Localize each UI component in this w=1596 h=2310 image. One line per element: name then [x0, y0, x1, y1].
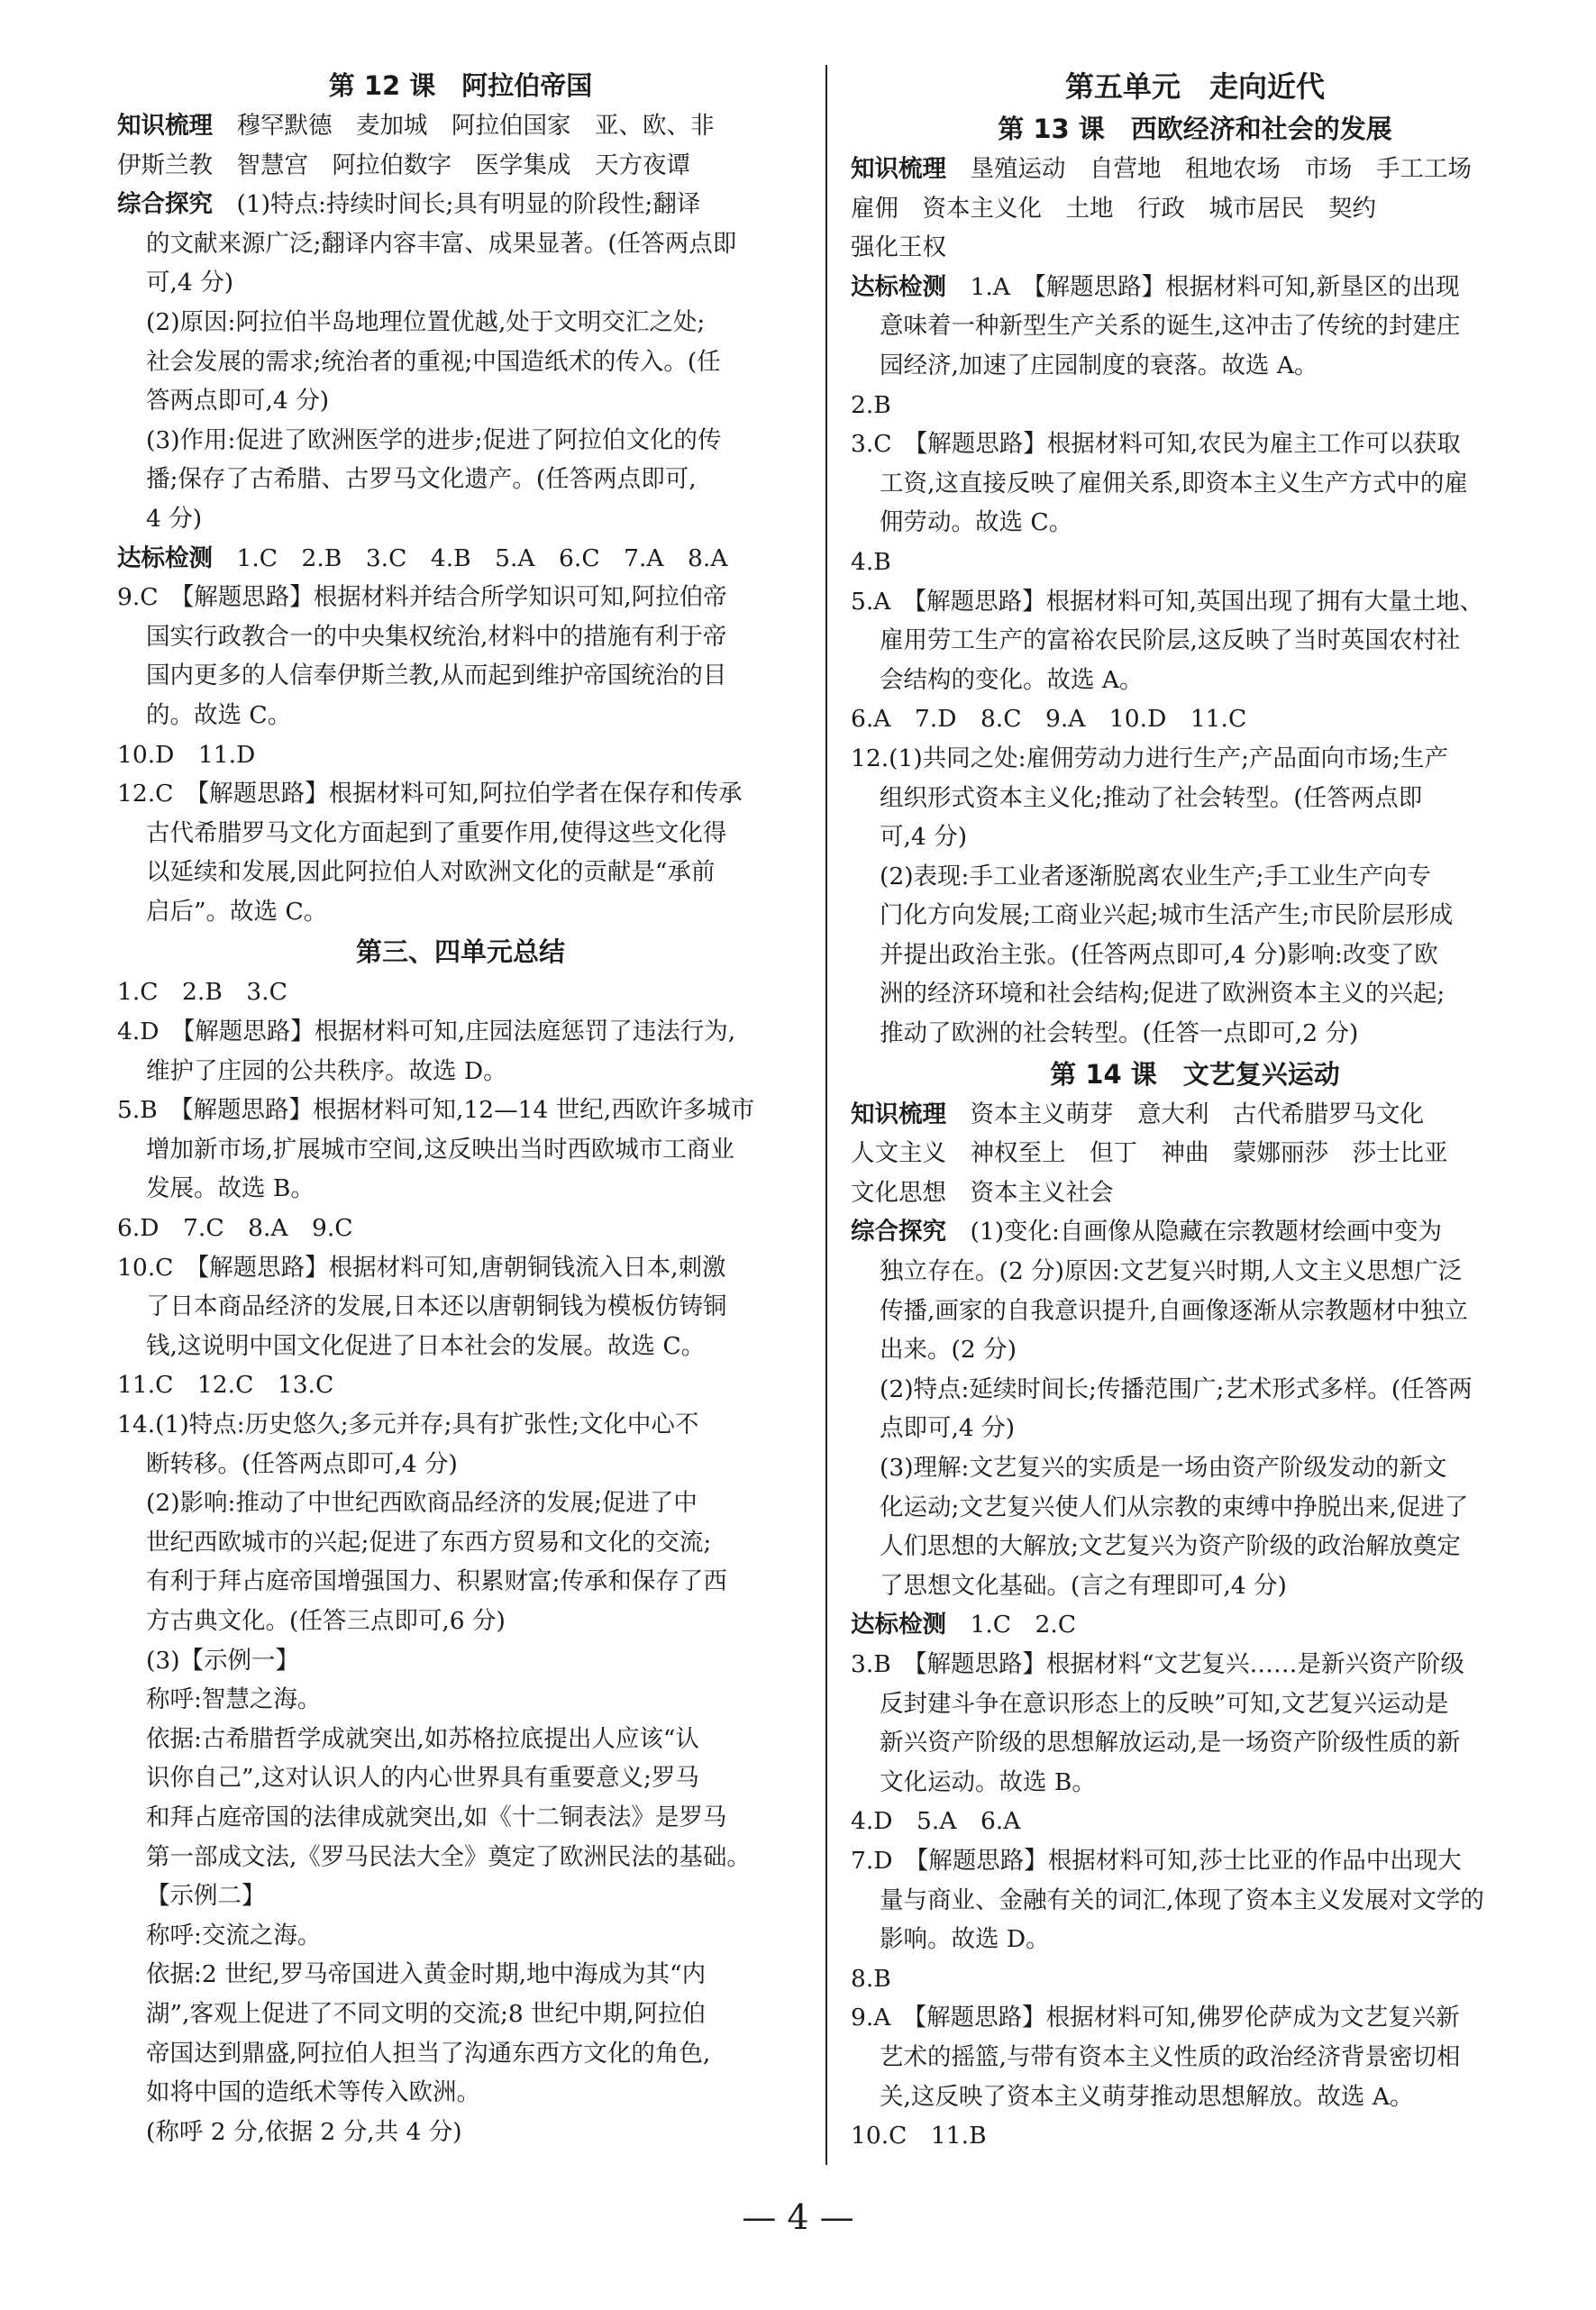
line-text: 出来。(2 分) [880, 1336, 1017, 1365]
line-text: (称呼 2 分,依据 2 分,共 4 分) [146, 2117, 462, 2146]
text-line [851, 1998, 1539, 2038]
text-line [851, 1566, 1539, 1606]
text-line [117, 1209, 804, 1248]
text-line [117, 774, 804, 814]
text-line [117, 1445, 804, 1484]
line-text: 点即可,4 分) [880, 1414, 1016, 1443]
section-label: 综合探究 [851, 1218, 946, 1246]
section-label: 达标检测 [117, 543, 213, 572]
line-text: 湖”,客观上促进了不同文明的交流;8 世纪中期,阿拉伯 [146, 1999, 707, 2028]
text-line [851, 1252, 1539, 1292]
text-line [851, 1723, 1539, 1763]
line-text: 世纪西欧城市的兴起;促进了东西方贸易和文化的交流; [146, 1528, 712, 1557]
text-line [117, 1641, 804, 1681]
text-line [851, 464, 1539, 504]
text-line [851, 2038, 1539, 2077]
text-line [851, 1014, 1539, 1054]
line-text: 并提出政治主张。(任答两点即可,4 分)影响:改变了欧 [880, 940, 1438, 969]
line-text: 的。故选 C。 [146, 700, 292, 729]
line-text: 识你自己”,这对认识人的内心世界具有重要意义;罗马 [146, 1764, 699, 1793]
text-line [851, 1763, 1539, 1803]
text-line [117, 1169, 804, 1209]
text-line [851, 346, 1539, 386]
text-line [117, 853, 804, 892]
text-line [117, 2073, 804, 2113]
text-line [851, 936, 1539, 975]
line-text: (3)【示例一】 [146, 1646, 300, 1675]
section-label: 知识梳理 [851, 1100, 946, 1128]
line-text: 以延续和发展,因此阿拉伯人对欧洲文化的贡献是“承前 [146, 858, 716, 887]
text-line [851, 1685, 1539, 1724]
section-heading: 第五单元 走向近代 [1064, 69, 1325, 104]
text-line [117, 1916, 804, 1956]
line-text: 10.C 11.B [851, 2122, 987, 2150]
text-line [117, 1602, 804, 1641]
text-line [117, 381, 804, 421]
text-line [117, 421, 804, 461]
text-line [117, 1091, 804, 1130]
text-line [117, 1523, 804, 1563]
text-line [117, 1876, 804, 1916]
text-line [117, 1052, 804, 1091]
text-line [117, 1955, 804, 1995]
text-line [117, 814, 804, 854]
text-line [117, 146, 804, 186]
line-text: 影响。故选 D。 [880, 1925, 1050, 1954]
text-line [851, 1802, 1539, 1841]
line-text: 依据:古希腊哲学成就突出,如苏格拉底提出人应该“认 [146, 1724, 699, 1753]
line-text: 6.A 7.D 8.C 9.A 10.D 11.C [851, 705, 1247, 734]
text-line [851, 582, 1539, 622]
section-heading: 第 12 课 阿拉伯帝国 [328, 70, 593, 101]
text-line [117, 1758, 804, 1798]
section-label: 知识梳理 [117, 112, 213, 140]
text-line [117, 696, 804, 735]
line-text: 4.D 【解题思路】根据材料可知,庄园法庭惩罚了违法行为, [117, 1018, 736, 1046]
line-text: 10.C 【解题思路】根据材料可知,唐朝铜钱流入日本,刺激 [117, 1253, 726, 1282]
text-line [117, 499, 804, 539]
text-line [117, 224, 804, 264]
line-text: 洲的经济环境和社会结构;促进了欧洲资本主义的兴起; [880, 980, 1446, 1009]
text-line [851, 1645, 1539, 1685]
text-line [117, 1562, 804, 1602]
right-column [851, 65, 1539, 2156]
line-text: 如将中国的造纸术等传入欧洲。 [146, 2078, 480, 2107]
text-line [851, 779, 1539, 818]
line-text: 称呼:智慧之海。 [146, 1685, 322, 1714]
page-number: — 4 — [742, 2197, 854, 2237]
text-line [117, 1248, 804, 1288]
line-text: 发展。故选 B。 [146, 1174, 315, 1203]
text-line [851, 896, 1539, 936]
text-line [851, 306, 1539, 346]
line-text: 国实行政教合一的中央集权统治,材料中的措施有利于帝 [146, 622, 727, 651]
line-text: 反封建斗争在意识形态上的反映”可知,文艺复兴运动是 [880, 1689, 1449, 1718]
line-text: 14.(1)特点:历史悠久;多元并存;具有扩张性;文化中心不 [117, 1411, 699, 1438]
text-line [117, 539, 804, 579]
line-text: (3)理解:文艺复兴的实质是一场由资产阶级发动的新文 [880, 1454, 1447, 1482]
line-text: 推动了欧洲的社会转型。(任答一点即可,2 分) [880, 1019, 1359, 1048]
text-line [117, 303, 804, 342]
text-line [117, 656, 804, 696]
line-text: 12.(1)共同之处:雇佣劳动力进行生产;产品面向市场;生产 [851, 744, 1448, 772]
text-line [851, 621, 1539, 661]
line-text: 伊斯兰教 智慧宫 阿拉伯数字 医学集成 天方夜谭 [117, 151, 690, 179]
line-text: 【示例二】 [146, 1882, 266, 1911]
line-text: 5.A 【解题思路】根据材料可知,英国出现了拥有大量土地、 [851, 587, 1484, 616]
line-text: 艺术的摇篮,与带有资本主义性质的政治经济背景密切相 [880, 2042, 1461, 2071]
section-heading: 第 13 课 西欧经济和社会的发展 [998, 114, 1392, 144]
text-line [851, 1605, 1539, 1645]
line-text: 10.D 11.D [117, 740, 256, 769]
text-line [117, 1838, 804, 1877]
line-text: 1.C 2.B 3.C 4.B 5.A 6.C 7.A 8.A [213, 543, 728, 572]
line-text: 穆罕默德 麦加城 阿拉伯国家 亚、欧、非 [213, 112, 715, 140]
text-line [117, 1365, 804, 1405]
line-text: 佣劳动。故选 C。 [880, 508, 1073, 537]
line-text: 文化思想 资本主义社会 [851, 1178, 1114, 1207]
line-text: 11.C 12.C 13.C [117, 1371, 334, 1400]
section-label: 达标检测 [851, 1611, 946, 1639]
line-text: 3.C 【解题思路】根据材料可知,农民为雇主工作可以获取 [851, 430, 1461, 459]
line-text: 2.B [851, 390, 891, 419]
line-text: 传播,画家的自我意识提升,自画像逐渐从宗教题材中独立 [880, 1296, 1468, 1325]
line-text: 园经济,加速了庄园制度的衰落。故选 A。 [880, 351, 1318, 379]
line-text: 第一部成文法,《罗马民法大全》奠定了欧洲民法的基础。 [146, 1842, 751, 1871]
line-text: 12.C 【解题思路】根据材料可知,阿拉伯学者在保存和传承 [117, 780, 743, 808]
text-line [851, 699, 1539, 739]
text-line [117, 1484, 804, 1523]
line-text: 1.C 2.B 3.C [117, 978, 287, 1007]
line-text: 播;保存了古希腊、古罗马文化遗产。(任答两点即可, [146, 465, 697, 494]
line-text: 门化方向发展;工商业兴起;城市生活产生;市民阶层形成 [880, 901, 1454, 930]
line-text: 会结构的变化。故选 A。 [880, 665, 1144, 694]
line-text: 增加新市场,扩展城市空间,这反映出当时西欧城市工商业 [146, 1135, 734, 1164]
text-line [851, 1134, 1539, 1173]
line-text: (2)原因:阿拉伯半岛地理位置优越,处于文明交汇之处; [146, 307, 706, 336]
text-line [117, 263, 804, 303]
line-text: 古代希腊罗马文化方面起到了重要作用,使得这些文化得 [146, 818, 727, 847]
line-text: 5.B 【解题思路】根据材料可知,12—14 世纪,西欧许多城市 [117, 1096, 755, 1125]
text-line [117, 892, 804, 932]
text-line [117, 106, 804, 146]
text-line [117, 1720, 804, 1759]
text-line [117, 2113, 804, 2152]
line-text: 意味着一种新型生产关系的诞生,这冲击了传统的封建庄 [880, 312, 1461, 341]
text-line [117, 1287, 804, 1327]
line-text: 量与商业、金融有关的词汇,体现了资本主义发展对文学的 [880, 1885, 1484, 1914]
text-line [117, 185, 804, 224]
text-line [117, 617, 804, 657]
text-line [117, 1130, 804, 1170]
left-column [117, 65, 804, 2151]
line-text: 8.B [851, 1964, 891, 1993]
line-text: 钱,这说明中国文化促进了日本社会的发展。故选 C。 [146, 1331, 706, 1360]
line-text: 雇用劳工生产的富裕农民阶层,这反映了当时英国农村社 [880, 626, 1461, 655]
section-label: 综合探究 [117, 190, 213, 219]
text-line [851, 1527, 1539, 1566]
text-line [851, 543, 1539, 582]
line-text: 帝国达到鼎盛,阿拉伯人担当了沟通东西方文化的角色, [146, 2039, 711, 2068]
text-line [117, 1995, 804, 2034]
line-text: 和拜占庭帝国的法律成就突出,如《十二铜表法》是罗马 [146, 1803, 727, 1831]
section-label: 知识梳理 [851, 155, 946, 183]
line-text: 了思想文化基础。(言之有理即可,4 分) [880, 1571, 1287, 1600]
line-text: 垦殖运动 自营地 租地农场 市场 手工工场 [946, 155, 1472, 183]
line-text: 组织形式资本主义化;推动了社会转型。(任答两点即 [880, 783, 1423, 812]
text-line [851, 386, 1539, 425]
line-text: 方古典文化。(任答三点即可,6 分) [146, 1606, 506, 1635]
line-text: 6.D 7.C 8.A 9.C [117, 1214, 353, 1243]
text-line [851, 739, 1539, 779]
text-line [851, 228, 1539, 268]
text-line [851, 1841, 1539, 1881]
text-line [851, 1173, 1539, 1213]
text-line [851, 1370, 1539, 1410]
text-line [117, 1798, 804, 1838]
line-text: 9.C 【解题思路】根据材料并结合所学知识可知,阿拉伯帝 [117, 583, 727, 612]
text-line [851, 1409, 1539, 1448]
line-text: 9.A 【解题思路】根据材料可知,佛罗伦萨成为文艺复兴新 [851, 2004, 1460, 2032]
text-line [117, 1680, 804, 1720]
line-text: 工资,这直接反映了雇佣关系,即资本主义生产方式中的雇 [880, 469, 1468, 498]
text-line [851, 1095, 1539, 1135]
text-line [851, 817, 1539, 857]
text-line [851, 1488, 1539, 1528]
line-text: 1.A 【解题思路】根据材料可知,新垦区的出现 [946, 272, 1460, 301]
line-text: 人文主义 神权至上 但丁 神曲 蒙娜丽莎 莎士比亚 [851, 1139, 1448, 1168]
line-text: 1.C 2.C [946, 1611, 1077, 1639]
text-line [117, 735, 804, 775]
text-line [851, 189, 1539, 229]
line-text: 资本主义萌芽 意大利 古代希腊罗马文化 [946, 1100, 1424, 1128]
section-label: 达标检测 [851, 272, 946, 301]
line-text: 强化王权 [851, 233, 946, 262]
line-text: 有利于拜占庭帝国增强国力、积累财富;传承和保存了西 [146, 1567, 727, 1596]
line-text: (1)特点:持续时间长;具有明显的阶段性;翻译 [213, 190, 701, 219]
text-line [117, 2034, 804, 2074]
line-text: 7.D 【解题思路】根据材料可知,莎士比亚的作品中出现大 [851, 1846, 1462, 1875]
line-text: 雇佣 资本主义化 土地 行政 城市居民 契约 [851, 194, 1376, 223]
line-text: 3.B 【解题思路】根据材料“文艺复兴……是新兴资产阶级 [851, 1649, 1465, 1678]
text-line [851, 1212, 1539, 1252]
text-line [851, 1448, 1539, 1488]
text-line [117, 460, 804, 499]
line-text: 国内更多的人信奉伊斯兰教,从而起到维护帝国统治的目 [146, 662, 727, 690]
line-text: 答两点即可,4 分) [146, 387, 330, 415]
line-text: 4 分) [146, 504, 203, 533]
line-text: (2)表现:手工业者逐渐脱离农业生产;手工业生产向专 [880, 862, 1431, 890]
line-text: 文化运动。故选 B。 [880, 1767, 1096, 1796]
line-text: 社会发展的需求;统治者的重视;中国造纸术的传入。(任 [146, 347, 721, 376]
line-text: 人们思想的大解放;文艺复兴为资产阶级的政治解放奠定 [880, 1532, 1461, 1561]
line-text: 断转移。(任答两点即可,4 分) [146, 1449, 458, 1478]
line-text: (2)特点:延续时间长;传播范围广;艺术形式多样。(任答两 [880, 1374, 1473, 1403]
line-text: 了日本商品经济的发展,日本还以唐朝铜钱为模板仿铸铜 [146, 1292, 727, 1321]
text-line [117, 972, 804, 1012]
line-text: (2)影响:推动了中世纪西欧商品经济的发展;促进了中 [146, 1489, 698, 1518]
line-text: (1)变化:自画像从隐藏在宗教题材绘画中变为 [946, 1218, 1442, 1246]
text-line [851, 2116, 1539, 2156]
column-divider [825, 65, 827, 2165]
text-line [851, 503, 1539, 543]
line-text: 化运动;文艺复兴使人们从宗教的束缚中挣脱出来,促进了 [880, 1493, 1469, 1521]
text-line [851, 857, 1539, 897]
line-text: 依据:2 世纪,罗马帝国进入黄金时期,地中海成为其“内 [146, 1960, 707, 1989]
line-text: 启后”。故选 C。 [146, 897, 328, 926]
line-text: 的文献来源广泛;翻译内容丰富、成果显著。(任答两点即 [146, 229, 737, 258]
text-line [851, 2077, 1539, 2117]
line-text: 独立存在。(2 分)原因:文艺复兴时期,人文主义思想广泛 [880, 1257, 1463, 1286]
text-line [851, 974, 1539, 1014]
text-line [851, 1330, 1539, 1370]
text-line [851, 150, 1539, 189]
text-line [851, 268, 1539, 307]
line-text: 4.D 5.A 6.A [851, 1807, 1021, 1836]
line-text: (3)作用:促进了欧洲医学的进步;促进了阿拉伯文化的传 [146, 425, 722, 454]
text-line [851, 1920, 1539, 1959]
text-line [851, 1959, 1539, 1999]
text-line [117, 578, 804, 617]
line-text: 可,4 分) [880, 823, 968, 852]
text-line [851, 661, 1539, 700]
section-heading: 第 14 课 文艺复兴运动 [1050, 1058, 1340, 1090]
text-line [117, 1327, 804, 1366]
line-text: 维护了庄园的公共秩序。故选 D。 [146, 1056, 507, 1085]
section-heading: 第三、四单元总结 [355, 936, 565, 968]
text-line [851, 425, 1539, 464]
line-text: 可,4 分) [146, 269, 234, 297]
text-line [117, 1405, 804, 1445]
line-text: 新兴资产阶级的思想解放运动,是一场资产阶级性质的新 [880, 1729, 1461, 1758]
text-line [117, 1012, 804, 1052]
text-line [117, 342, 804, 382]
line-text: 称呼:交流之海。 [146, 1921, 322, 1949]
line-text: 关,这反映了资本主义萌芽推动思想解放。故选 A。 [880, 2082, 1414, 2111]
line-text: 4.B [851, 547, 891, 576]
text-line [851, 1881, 1539, 1921]
text-line [851, 1292, 1539, 1331]
